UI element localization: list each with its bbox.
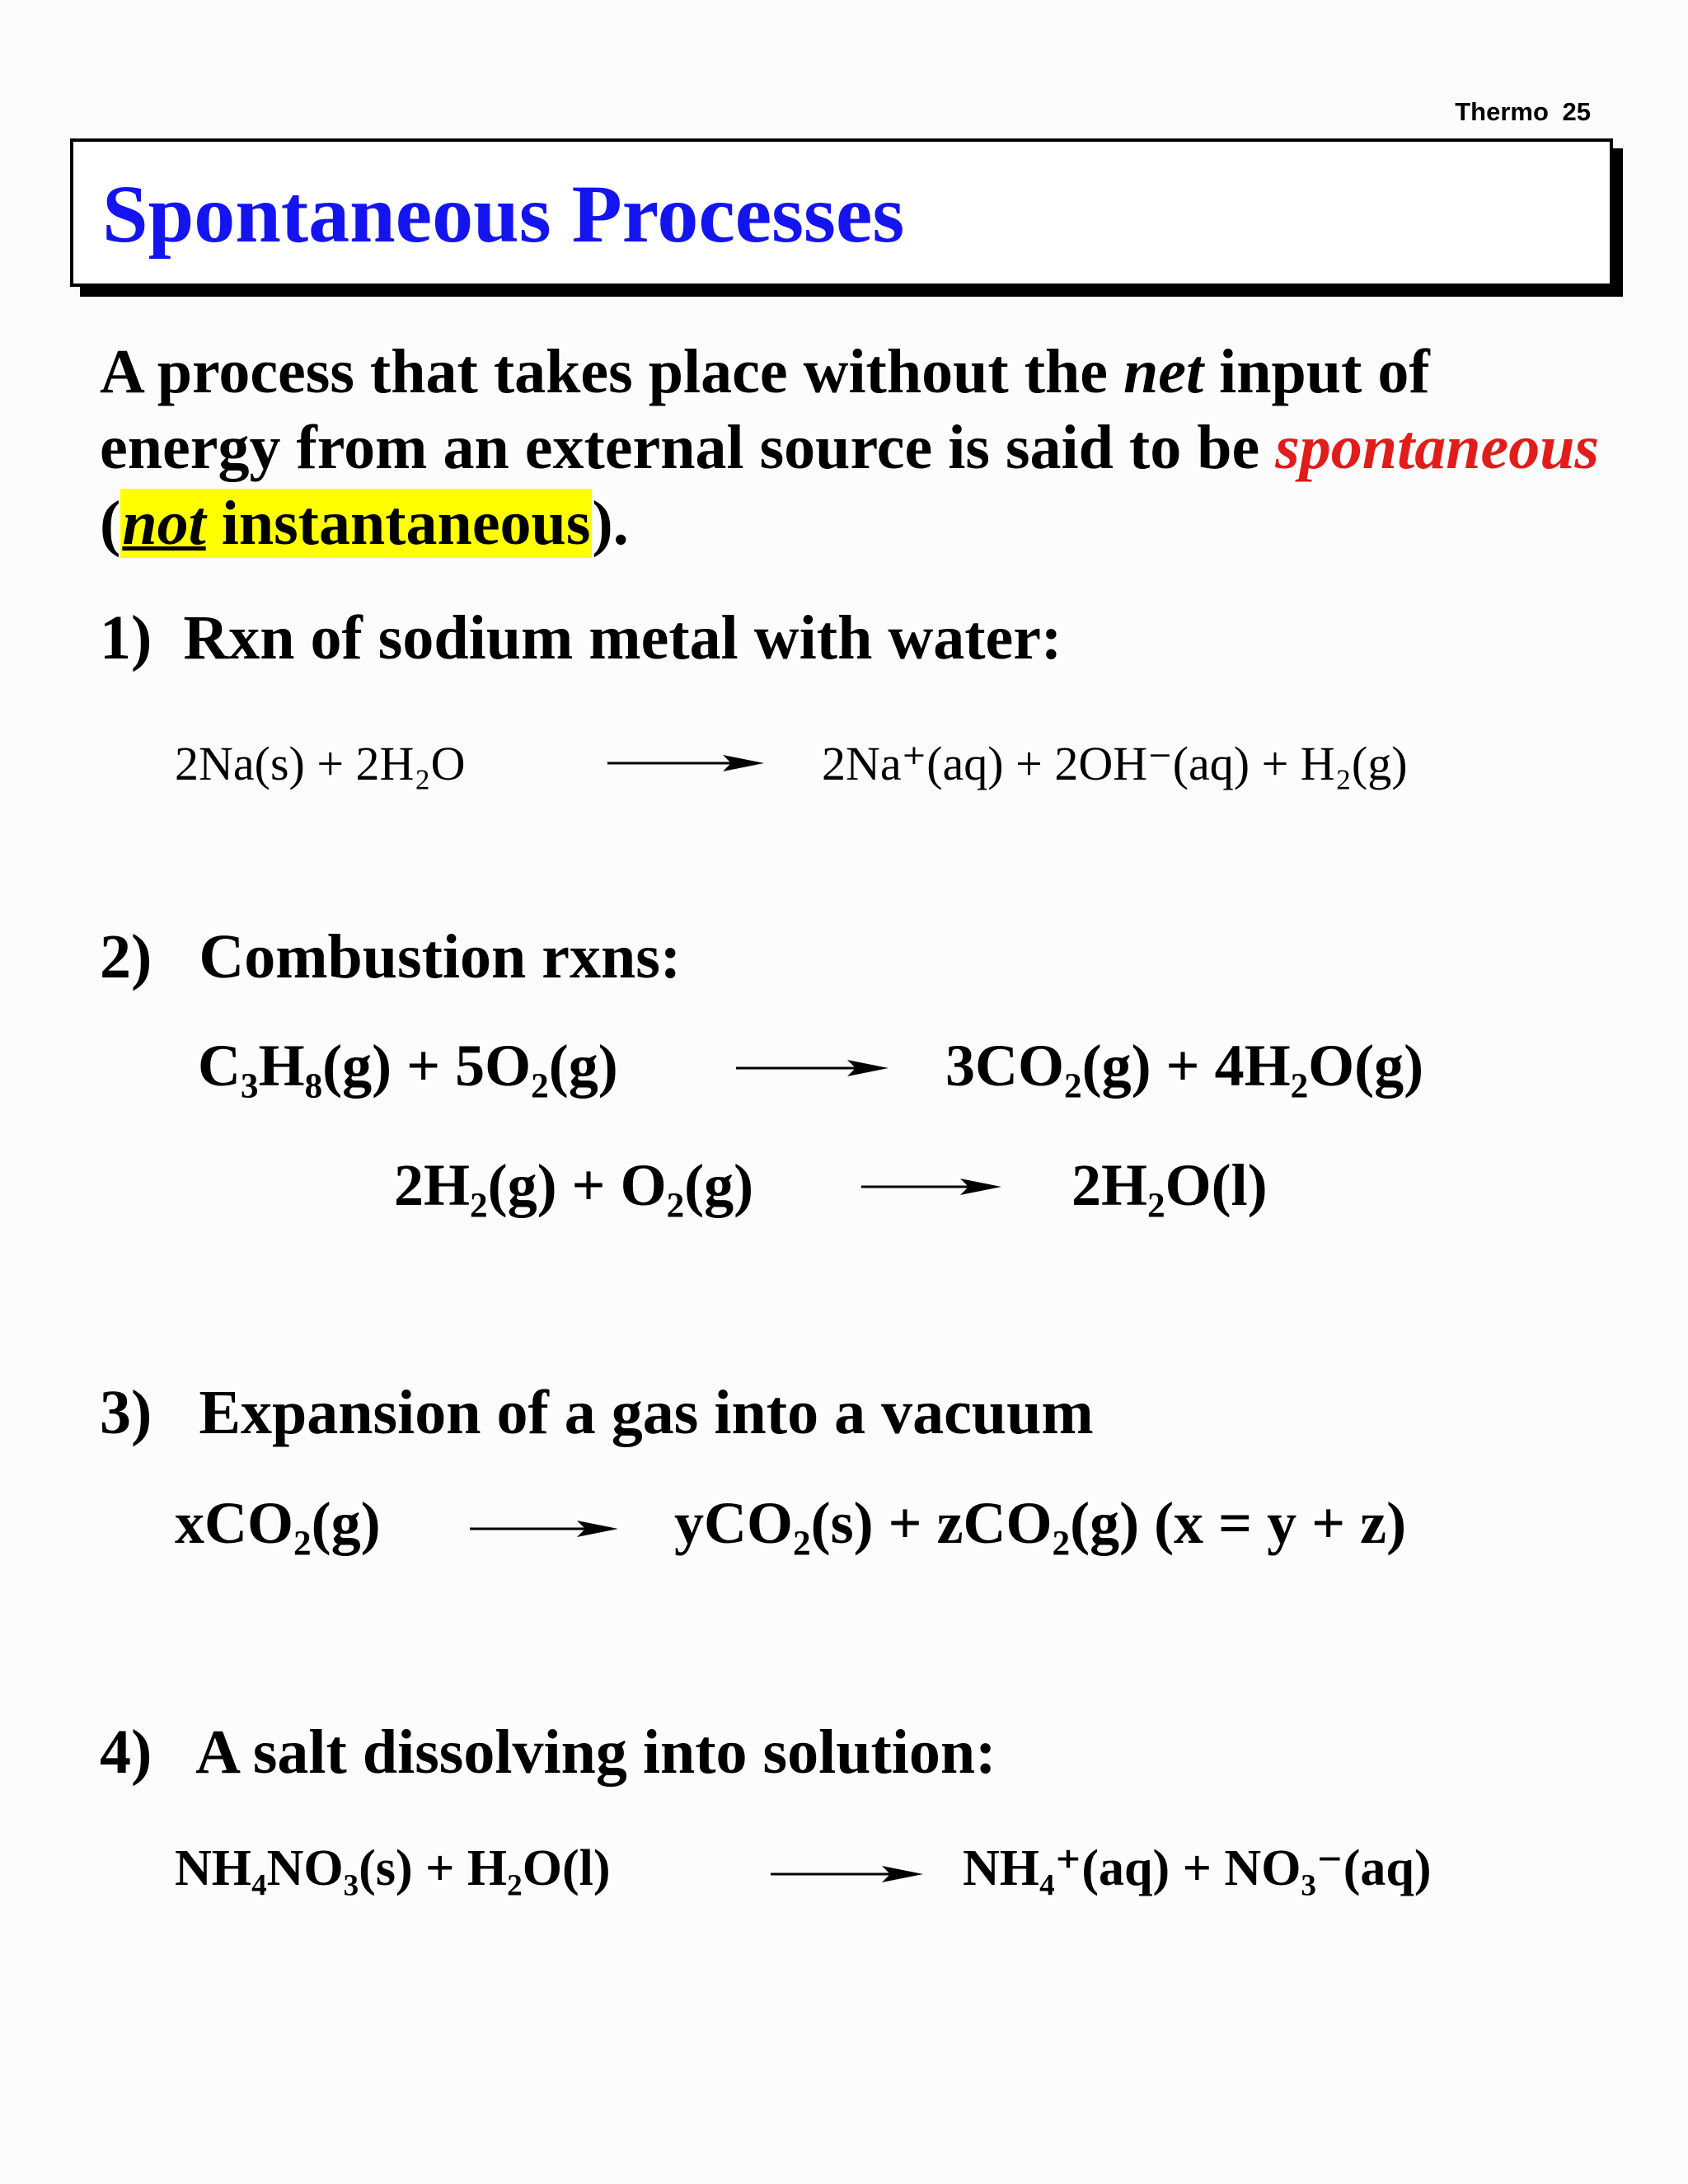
intro-part1: A process that takes place without the bbox=[100, 337, 1124, 406]
section-heading-3 bbox=[100, 1378, 1094, 1447]
section-label: Rxn of sodium metal with water: bbox=[183, 603, 1062, 673]
equation-propane-reactants: C₃H₈(g) + 5O₂(g) bbox=[198, 1033, 618, 1099]
equation-salt-products: NH₄⁺(aq) + NO₃⁻(aq) bbox=[963, 1840, 1432, 1896]
section-number: 3) bbox=[100, 1378, 152, 1447]
intro-paragraph bbox=[100, 334, 1600, 561]
page-title: Spontaneous Processes bbox=[102, 168, 905, 260]
section-label: Expansion of a gas into a vacuum bbox=[199, 1378, 1094, 1447]
intro-paren-open: ( bbox=[100, 489, 121, 558]
reaction-arrow-icon bbox=[771, 1858, 923, 1891]
equation-hydrogen-reactants: 2H₂(g) + O₂(g) bbox=[394, 1152, 754, 1218]
section-heading-4 bbox=[100, 1718, 996, 1787]
reaction-arrow-icon bbox=[736, 1052, 889, 1085]
section-number: 4) bbox=[100, 1718, 152, 1787]
reaction-arrow-icon bbox=[861, 1170, 1001, 1203]
section-number: 2) bbox=[100, 922, 152, 991]
equation-expansion-products: yCO₂(s) + zCO₂(g) (x = y + z) bbox=[674, 1490, 1407, 1556]
equation-propane-products: 3CO₂(g) + 4H₂O(g) bbox=[945, 1033, 1424, 1099]
intro-paren-close: ). bbox=[592, 489, 629, 558]
section-label: A salt dissolving into solution: bbox=[195, 1718, 996, 1787]
reaction-arrow-icon bbox=[470, 1512, 618, 1545]
intro-part2: input of energy from an external source is said to be bbox=[100, 337, 1430, 482]
highlighted-phrase bbox=[120, 489, 592, 558]
intro-spontaneous-word: spontaneous bbox=[1275, 413, 1600, 482]
section-number: 1) bbox=[100, 603, 152, 673]
title-box bbox=[70, 138, 1613, 287]
intro-net-word: net bbox=[1123, 337, 1204, 406]
intro-not-word: not bbox=[122, 489, 206, 558]
intro-instantaneous-word: instantaneous bbox=[205, 489, 591, 558]
reaction-arrow-icon bbox=[607, 747, 764, 780]
equation-expansion-reactants: xCO₂(g) bbox=[175, 1490, 381, 1556]
equation-sodium-products: 2Na⁺(aq) + 2OH⁻(aq) + H₂(g) bbox=[822, 737, 1408, 790]
section-heading-2 bbox=[100, 922, 682, 991]
page-label: Thermo 25 bbox=[1455, 97, 1591, 126]
equation-salt-reactants: NH₄NO₃(s) + H₂O(l) bbox=[175, 1840, 611, 1896]
equation-hydrogen-products: 2H₂O(l) bbox=[1071, 1152, 1268, 1218]
equation-sodium-reactants: 2Na(s) + 2H₂O bbox=[175, 737, 466, 790]
section-label: Combustion rxns: bbox=[199, 922, 682, 991]
section-heading-1 bbox=[100, 603, 1062, 673]
